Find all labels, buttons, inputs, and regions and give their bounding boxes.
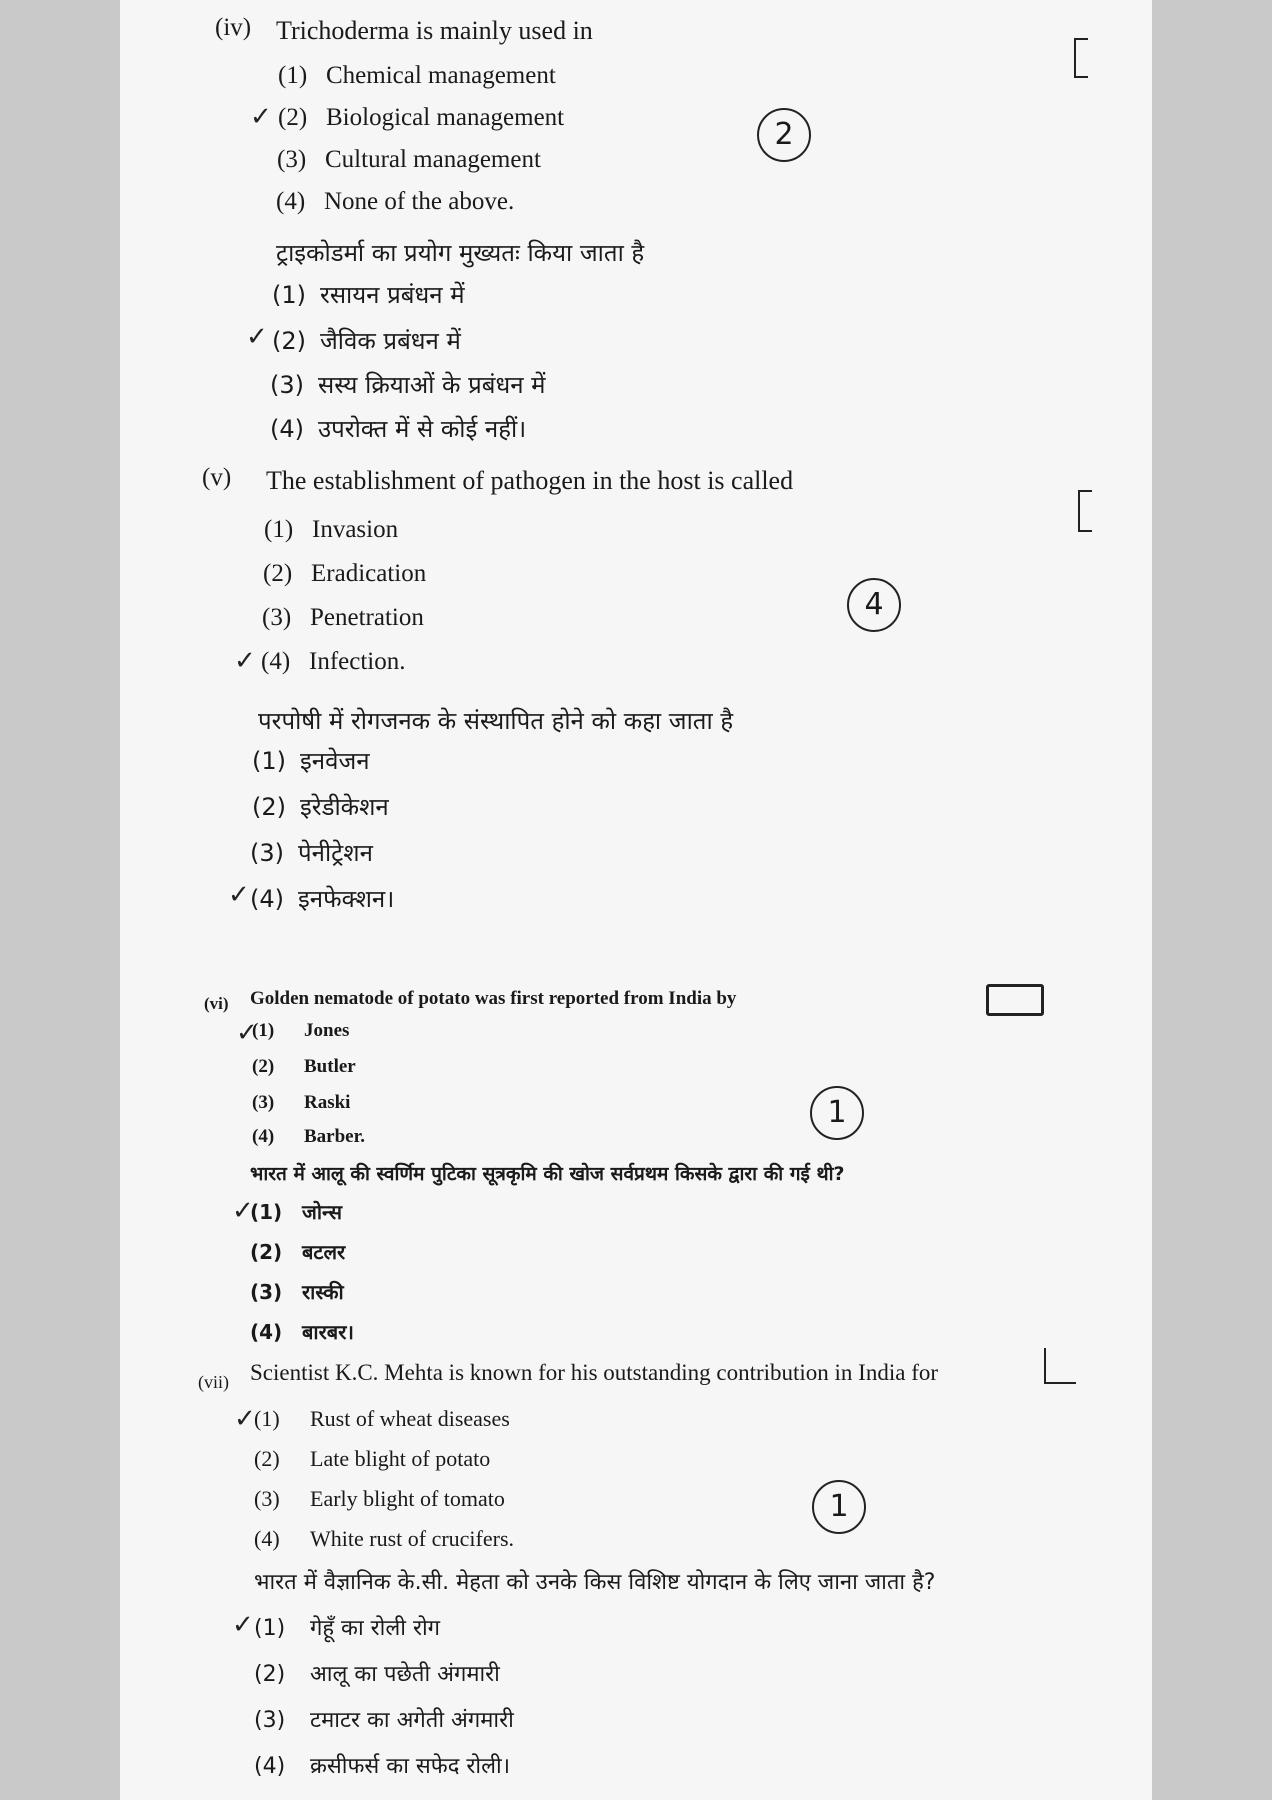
tick-mark-icon: ✓: [246, 322, 268, 352]
option-hi: [270, 412, 526, 445]
option-en: [278, 62, 556, 90]
option-en: [254, 1406, 510, 1432]
option-text: क्रसीफर्स का सफेद रोली।: [310, 1754, 511, 1779]
option-number: (4): [254, 1754, 286, 1779]
answer-bracket: [1074, 38, 1088, 78]
option-number: (1): [250, 1200, 283, 1224]
option-en: [262, 604, 424, 632]
option-number: (2): [250, 1240, 283, 1264]
option-en: [254, 1526, 514, 1552]
option-number: (1): [264, 516, 294, 543]
option-en: [254, 1486, 505, 1512]
tick-mark-icon: ✓: [234, 1404, 256, 1434]
option-hi: [250, 1318, 354, 1345]
option-hi: [252, 744, 370, 777]
option-text: Eradication: [311, 560, 427, 587]
option-en: [261, 648, 405, 676]
question-text-en: Trichoderma is mainly used in: [276, 16, 593, 45]
option-text: Raski: [304, 1092, 351, 1113]
tick-mark-icon: ✓: [250, 102, 272, 132]
question-text-en: Scientist K.C. Mehta is known for his outstanding contribution in India for: [250, 1360, 939, 1385]
option-number: (2): [278, 104, 308, 131]
option-text: रास्की: [302, 1280, 344, 1304]
option-text: Barber.: [304, 1126, 366, 1147]
question-text-hi: परपोषी में रोगजनक के संस्थापित होने को कहा जाता है: [258, 707, 734, 735]
option-text: टमाटर का अगेती अंगमारी: [310, 1708, 514, 1733]
option-number: (1): [272, 281, 306, 309]
option-hi: [254, 1750, 510, 1780]
tick-mark-icon: ✓: [228, 880, 250, 910]
option-number: (3): [277, 146, 307, 173]
option-number: (4): [276, 188, 306, 215]
option-text: Chemical management: [326, 62, 556, 89]
option-text: Invasion: [312, 516, 399, 543]
option-number: (3): [250, 1280, 283, 1304]
option-text: Infection.: [309, 648, 406, 675]
option-text: जैविक प्रबंधन में: [320, 327, 461, 355]
option-hi: [250, 882, 394, 915]
question-text-hi: ट्राइकोडर्मा का प्रयोग मुख्यतः किया जाता है: [276, 239, 645, 267]
option-hi: [254, 1658, 500, 1688]
option-text: गेहूँ का रोली रोग: [310, 1616, 441, 1641]
option-text: पेनीट्रेशन: [298, 839, 373, 867]
option-text: Biological management: [326, 104, 565, 131]
option-text: इरेडीकेशन: [300, 793, 389, 821]
option-number: (2): [252, 793, 286, 821]
option-hi: [270, 368, 546, 401]
option-en: [278, 104, 564, 132]
answer-circle: 1: [812, 1480, 866, 1534]
option-text: उपरोक्त में से कोई नहीं।: [318, 415, 527, 443]
option-hi: [254, 1704, 514, 1734]
option-text: इनवेजन: [300, 747, 370, 775]
option-number: (4): [250, 1320, 283, 1344]
option-hi: [250, 1278, 344, 1305]
option-text: जोन्स: [302, 1200, 342, 1224]
answer-circle: 2: [757, 108, 811, 162]
option-text: आलू का पछेती अंगमारी: [310, 1662, 500, 1687]
option-number: (1): [254, 1616, 286, 1641]
question-text-hi: भारत में वैज्ञानिक के.सी. मेहता को उनके किस विशिष्ट योगदान के लिए जाना जाता है?: [254, 1570, 936, 1595]
option-number: (2): [272, 327, 306, 355]
tick-mark-icon: ✓: [236, 1018, 258, 1048]
option-en: [252, 1092, 350, 1114]
option-number: (3): [270, 371, 304, 399]
answer-circle: 1: [810, 1086, 864, 1140]
option-text: सस्य क्रियाओं के प्रबंधन में: [318, 371, 546, 399]
answer-bracket: [1078, 490, 1092, 532]
option-number: (1): [252, 1020, 275, 1041]
option-text: Butler: [304, 1056, 356, 1077]
option-number: (3): [250, 839, 284, 867]
option-text: None of the above.: [324, 188, 515, 215]
option-text: White rust of crucifers.: [310, 1526, 515, 1551]
option-en: [277, 146, 541, 174]
option-number: (2): [254, 1446, 280, 1471]
option-number: (1): [252, 747, 286, 775]
option-number: (4): [254, 1526, 280, 1551]
option-number: (3): [262, 604, 292, 631]
option-en: [263, 560, 426, 588]
option-hi: [250, 836, 373, 869]
option-number: (4): [250, 885, 284, 913]
option-text: Late blight of potato: [310, 1446, 491, 1471]
question-number: (iv): [215, 14, 252, 41]
question-text-en: The establishment of pathogen in the host is called: [266, 466, 794, 495]
answer-bracket: [1044, 1348, 1076, 1384]
option-hi: [250, 1198, 342, 1225]
option-number: (4): [252, 1126, 275, 1147]
option-number: (4): [261, 648, 291, 675]
question-number: (vi): [204, 994, 229, 1013]
tick-mark-icon: ✓: [234, 646, 256, 676]
option-hi: [272, 324, 461, 357]
option-en: [252, 1020, 349, 1042]
option-text: Cultural management: [325, 146, 541, 173]
option-hi: [252, 790, 389, 823]
option-text: Penetration: [310, 604, 424, 631]
option-number: (2): [254, 1662, 286, 1687]
option-hi: [250, 1238, 345, 1265]
tick-mark-icon: ✓: [232, 1196, 254, 1226]
question-text-hi: भारत में आलू की स्वर्णिम पुटिका सूत्रकृमि की खोज सर्वप्रथम किसके द्वारा की गई थी?: [250, 1163, 845, 1185]
option-number: (3): [252, 1092, 275, 1113]
option-number: (4): [270, 415, 304, 443]
option-en: [254, 1446, 490, 1472]
option-en: [252, 1126, 365, 1148]
option-number: (1): [254, 1406, 280, 1431]
option-text: Early blight of tomato: [310, 1486, 505, 1511]
question-number: (v): [202, 464, 232, 491]
question-number: (vii): [198, 1372, 229, 1392]
tick-mark-icon: ✓: [232, 1610, 254, 1640]
option-number: (3): [254, 1486, 280, 1511]
option-number: (3): [254, 1708, 286, 1733]
option-hi: [254, 1612, 440, 1642]
option-en: [252, 1056, 356, 1078]
option-number: (2): [263, 560, 293, 587]
answer-box: [986, 984, 1044, 1016]
option-text: रसायन प्रबंधन में: [320, 281, 465, 309]
exam-page: [120, 0, 1152, 1800]
answer-circle: 4: [847, 578, 901, 632]
option-number: (2): [252, 1056, 275, 1077]
option-number: (1): [278, 62, 308, 89]
option-en: [264, 516, 398, 544]
option-text: बटलर: [302, 1240, 346, 1264]
option-text: Rust of wheat diseases: [310, 1406, 510, 1431]
option-text: बारबर।: [302, 1320, 354, 1344]
option-text: इनफेक्शन।: [298, 885, 395, 913]
option-en: [276, 188, 514, 216]
option-text: Jones: [304, 1020, 350, 1041]
option-hi: [272, 278, 465, 311]
question-text-en: Golden nematode of potato was first reported from India by: [250, 988, 737, 1009]
